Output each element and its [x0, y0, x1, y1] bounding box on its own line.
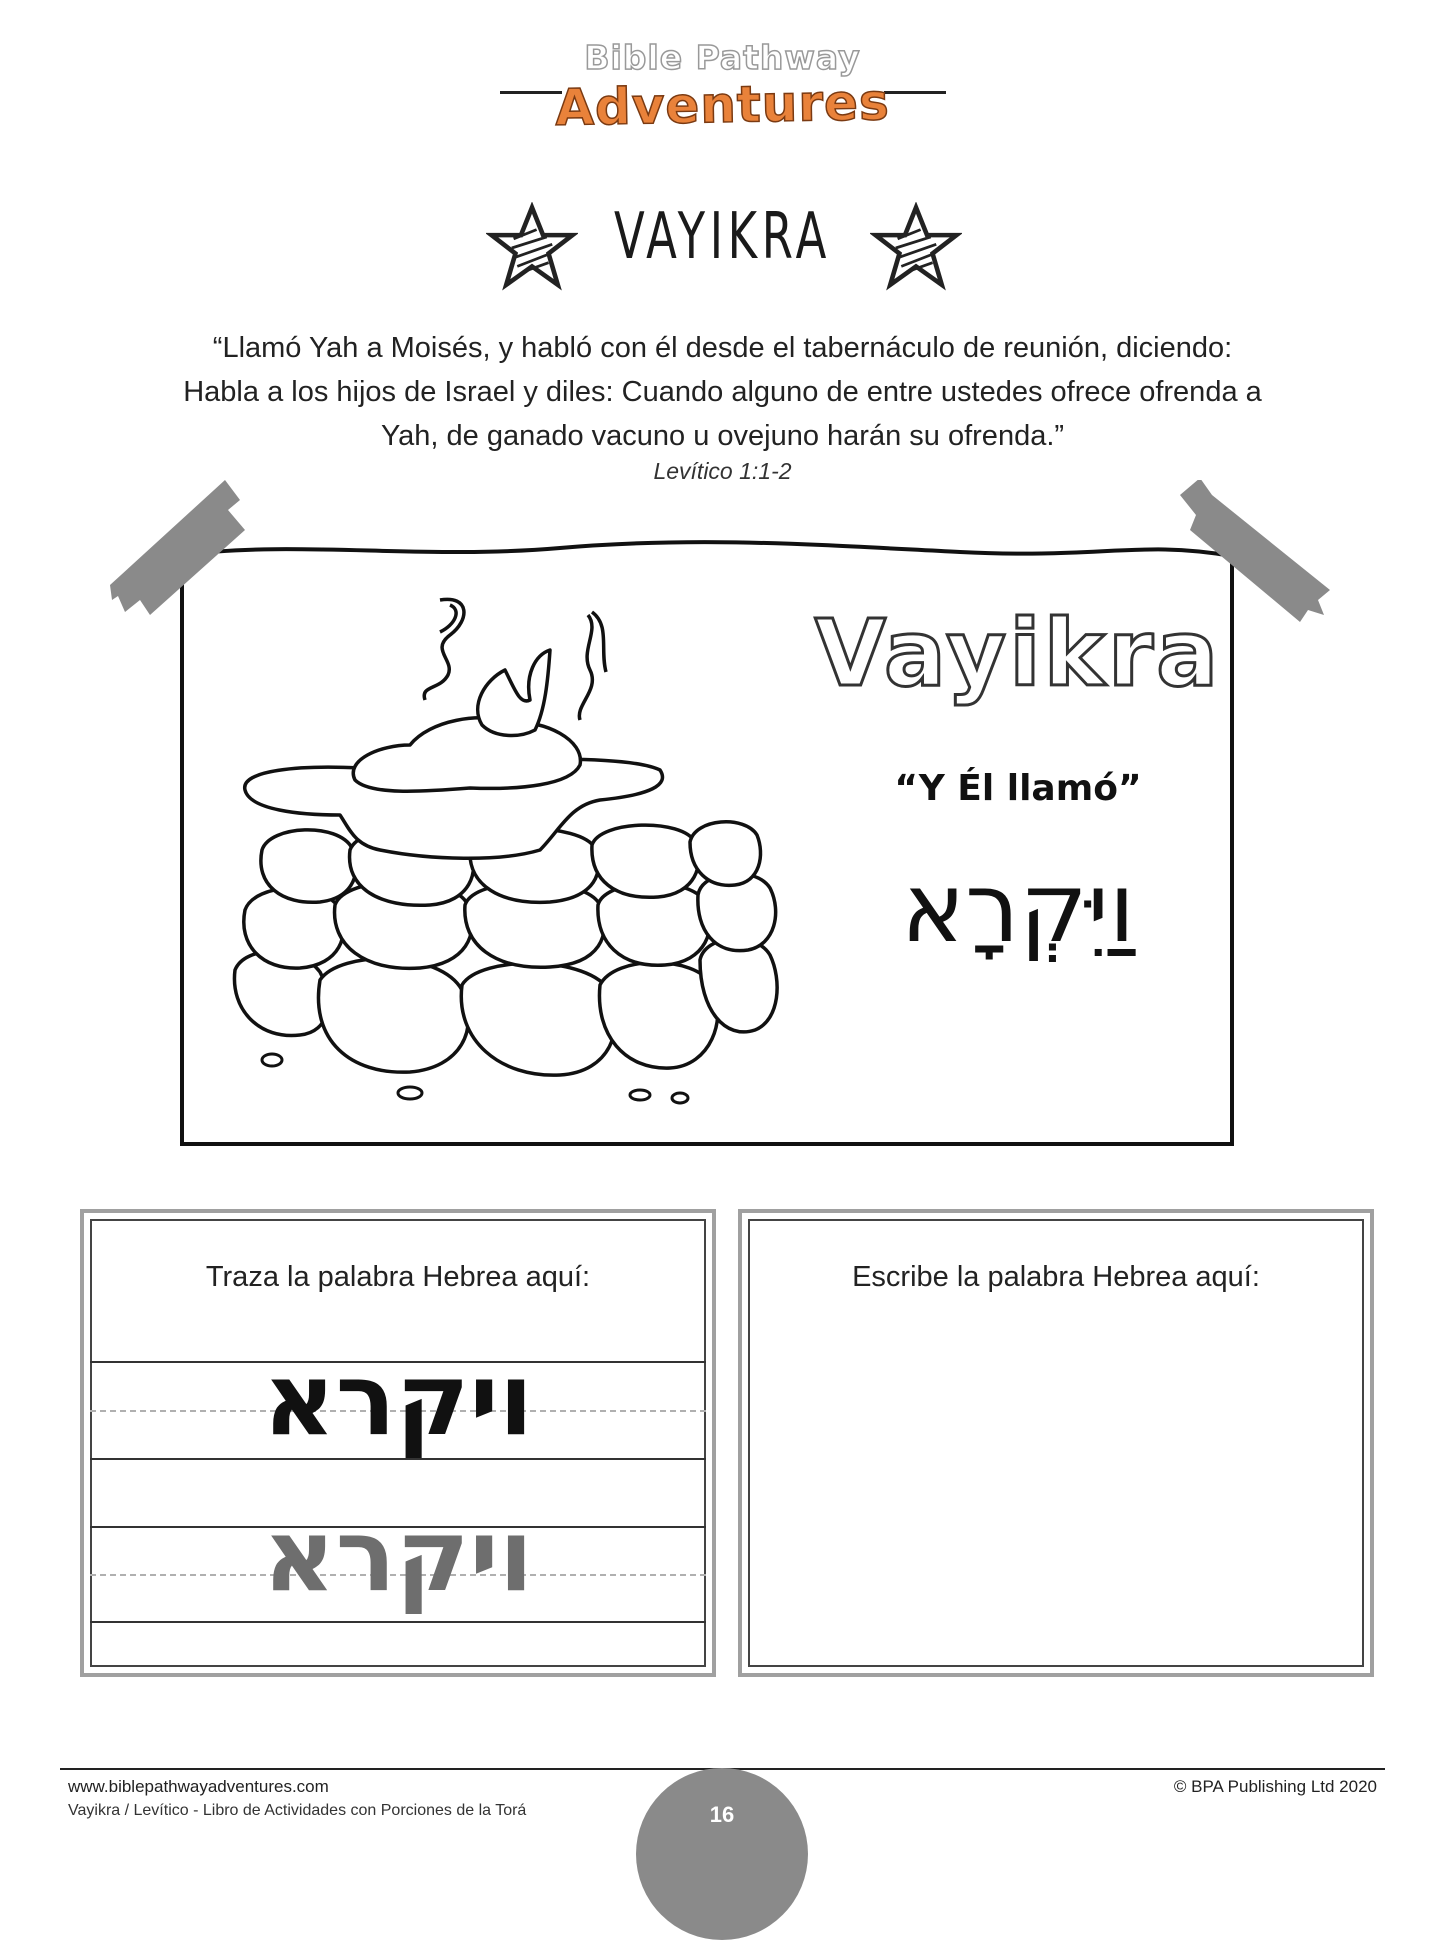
- quote-line: Yah, de ganado vacuno u ovejuno harán su ofrenda.”: [380, 420, 1065, 452]
- logo-main-text: Adventures: [554, 73, 891, 137]
- trace-word-practice[interactable]: ויקרא: [262, 1497, 534, 1614]
- quote-line: Habla a los hijos de Israel y diles: Cuando alguno de entre ustedes ofrece ofrenda a: [183, 376, 1262, 408]
- logo-top-text: Bible Pathway: [584, 38, 861, 77]
- footer-url[interactable]: www.biblepathwayadventures.com: [68, 1777, 329, 1796]
- trace-word-guide: ויקרא: [262, 1341, 534, 1458]
- trace-box-label: Traza la palabra Hebrea aquí:: [205, 1261, 591, 1293]
- write-box-inner: [748, 1219, 1364, 1667]
- star-icon: [870, 202, 962, 294]
- footer-copyright: © BPA Publishing Ltd 2020: [1173, 1777, 1377, 1796]
- write-box-label: Escribe la palabra Hebrea aquí:: [852, 1261, 1260, 1293]
- page-title: VAYIKRA: [613, 200, 832, 274]
- card-hebrew-word: וַיִּקְרָא: [900, 852, 1136, 964]
- word-card: [100, 480, 1345, 1160]
- scripture-quote: [100, 326, 1345, 458]
- scripture-reference: Levítico 1:1-2: [653, 458, 792, 484]
- page-number: 16: [709, 1802, 735, 1827]
- page-number-badge: [636, 1768, 808, 1940]
- quote-line: “Llamó Yah a Moisés, y habló con él desde el tabernáculo de reunión, diciendo:: [212, 332, 1233, 364]
- card-word-outline: Vayikra: [814, 600, 1222, 707]
- write-box[interactable]: [738, 1209, 1374, 1677]
- card-meaning: “Y Él llamó”: [894, 768, 1142, 809]
- footer-subtitle: Vayikra / Levítico - Libro de Actividades con Porciones de la Torá: [68, 1802, 527, 1819]
